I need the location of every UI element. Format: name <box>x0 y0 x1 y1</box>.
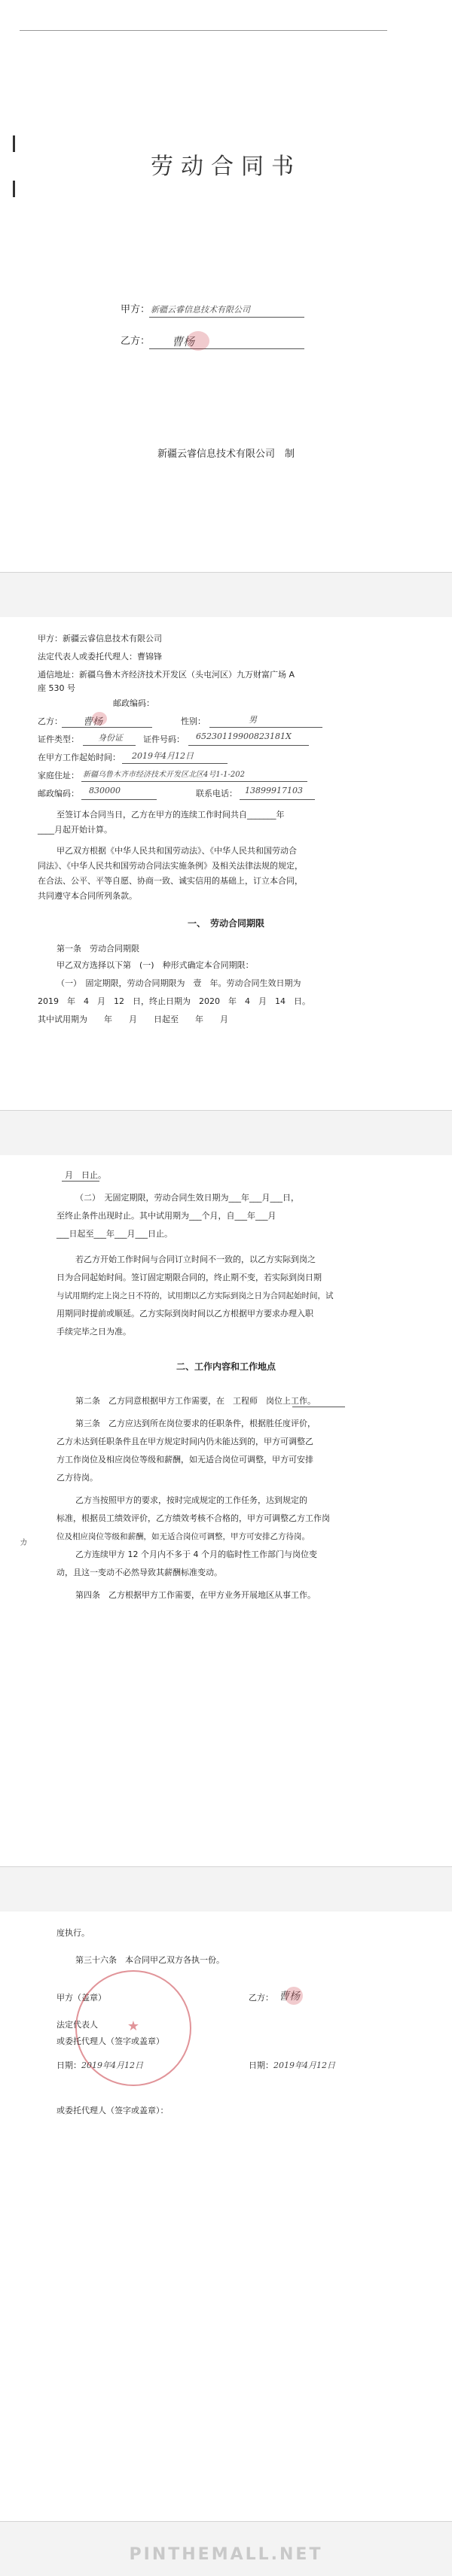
legal-rep-line <box>38 650 162 664</box>
fingerprint-mark <box>187 331 209 351</box>
gender-underline <box>209 727 322 728</box>
phone-label: 联系电话： <box>196 789 237 798</box>
article-3-line-2: 乙方未达到任职条件且在甲方规定时间内仍未能达到的，甲方可调整乙 <box>56 1437 313 1446</box>
address-value: 新疆乌鲁木齐经济技术开发区（头屯河区）九万财富广场 A <box>79 670 295 680</box>
article-3-line-3: 方工作岗位及相应岗位等级和薪酬，如无适合岗位可调整，甲方可安排 <box>56 1455 313 1464</box>
cover-page <box>0 0 452 572</box>
start-date-para-2: 日为合同起始时间。签订固定期限合同的，终止期不变，若实际到岗日期 <box>56 1273 322 1282</box>
id-type-underline <box>83 745 136 746</box>
address-line <box>38 668 295 682</box>
id-no-label: 证件号码： <box>143 734 185 744</box>
party-a-underline <box>149 317 304 318</box>
article-4: 第四条 乙方根据甲方工作需要，在甲方业务开展地区从事工作。 <box>75 1590 316 1600</box>
preamble-line-2: 同法》、《中华人民共和国劳动合同法实施条例》及相关法律法规的规定， <box>38 861 303 871</box>
start-date-para-3: 与试用期约定上岗之日不符的，试用期以乙方实际到岗之日为合同起始时间，试 <box>56 1291 334 1300</box>
article-36: 第三十六条 本合同甲乙双方各执一份。 <box>75 1955 224 1965</box>
date-a-value: 2019年4月12日 <box>81 2060 143 2070</box>
start-date-para-4: 用期同时提前或顺延。乙方实际到岗时间以乙方根据甲方要求办理入职 <box>56 1309 313 1318</box>
party-a-label: 甲方： <box>38 634 63 643</box>
id-type-value: 身份证 <box>98 733 123 743</box>
probation-end: 月 日止。 <box>56 1170 106 1180</box>
probation-end-underline <box>62 1181 99 1182</box>
open-ended-line-2: 至终止条件出现时止。其中试用期为___个月，自___年___月 <box>56 1211 276 1221</box>
postcode-label: 邮政编码： <box>113 698 154 708</box>
seal-star-icon: ★ <box>127 2018 140 2034</box>
address-line-2: 座 530 号 <box>38 683 75 693</box>
article-1-dates: 2019 年 4 月 12 日，终止日期为 2020 年 4 月 14 日。 <box>38 996 310 1006</box>
article-1-fixed: （一） 固定期限，劳动合同期限为 壹 年。劳动合同生效日期为 <box>56 978 301 988</box>
party-b-underline <box>62 727 152 728</box>
article-2: 第二条 乙方同意根据甲方工作需要，在 工程师 岗位上工作。 <box>75 1396 316 1406</box>
party-b-signature: 曹杨 <box>279 1991 300 2003</box>
start-date-para-5: 手续完毕之日为准。 <box>56 1327 131 1337</box>
party-b-label: 乙方： <box>38 716 63 726</box>
start-date-para-1: 若乙方开始工作时间与合同订立时间不一致的，以乙方实际到岗之 <box>75 1255 316 1264</box>
home-underline <box>81 781 307 782</box>
continued-text: 度执行。 <box>56 1928 90 1938</box>
article-3-line-8: 乙方连续甲方 12 个月内不多于 4 个月的临时性工作部门与岗位变 <box>75 1550 317 1559</box>
article-3-line-5: 乙方当按照甲方的要求，按时完成规定的工作任务，达到规定的 <box>75 1495 307 1505</box>
article-3-line-1: 第三条 乙方应达到所在岗位要求的任职条件，根据胜任度评价， <box>75 1419 316 1428</box>
article-1-line: 甲乙双方选择以下第 (一) 种形式确定本合同期限： <box>56 960 254 970</box>
legal-rep-label: 法定代表人 <box>56 2020 98 2030</box>
id-no-underline <box>188 745 309 746</box>
article-3-line-7: 位及相应岗位等级和薪酬，如无适合岗位可调整，甲方可安排乙方待岗。 <box>56 1532 310 1541</box>
start-value: 2019年4月12日 <box>132 751 194 761</box>
party-a-value: 新疆云睿信息技术有限公司 <box>151 305 250 315</box>
open-ended-line-3: ___日起至___年___月___日止。 <box>56 1229 173 1239</box>
home-value: 新疆乌鲁木齐市经济技术开发区北区4号1-1-202 <box>83 771 245 779</box>
party-a-sign-label: 甲方（盖章） <box>56 1993 106 2003</box>
section-2-heading: 二、工作内容和工作地点 <box>176 1361 276 1372</box>
date-a <box>56 2059 143 2073</box>
page-title: 劳动合同书 <box>151 154 301 180</box>
legal-rep-label: 法定代表人或委托代理人： <box>38 652 137 661</box>
party-a-value: 新疆云睿信息技术有限公司 <box>63 634 162 643</box>
watermark: PINTHEMALL.NET <box>129 2545 323 2564</box>
postcode2-label: 邮政编码： <box>38 789 79 798</box>
id-type-label: 证件类型： <box>38 734 79 744</box>
postcode2-underline <box>81 799 157 800</box>
phone-underline <box>240 799 315 800</box>
preamble-line-4: 共同遵守本合同所列条款。 <box>38 891 137 901</box>
preamble-line-1: 甲乙双方根据《中华人民共和国劳动法》、《中华人民共和国劳动合 <box>56 846 297 856</box>
contract-page-2 <box>0 617 452 1110</box>
contract-page-3 <box>0 1155 452 1866</box>
fingerprint-mark <box>285 1987 303 2005</box>
legal-rep-value: 曹锦锋 <box>137 652 162 661</box>
preamble-line-3: 在合法、公平、平等自愿、协商一致、诚实信用的基础上，订立本合同， <box>38 876 303 886</box>
date-b-label: 日期： <box>249 2060 273 2070</box>
party-b-label: 乙方： <box>121 336 151 347</box>
scan-mark <box>13 181 15 197</box>
section-1-heading: 一、 劳动合同期限 <box>187 918 264 929</box>
gender-label: 性别： <box>181 716 206 726</box>
continuous-service-text-2: ____月起开始计算。 <box>38 825 112 835</box>
agent-label: 或委托代理人（签字或盖章） <box>56 2036 164 2046</box>
page-gap <box>0 572 452 618</box>
postcode2-value: 830000 <box>89 786 121 795</box>
fingerprint-mark <box>92 712 107 725</box>
article-3-line-4: 乙方待岗。 <box>56 1473 98 1483</box>
start-underline <box>122 763 228 764</box>
party-b-value: 曹杨 <box>172 335 195 348</box>
date-b-value: 2019年4月12日 <box>273 2060 335 2070</box>
gender-value: 男 <box>249 715 257 725</box>
article-3-line-6: 标准，根据员工绩效评价，乙方绩效考核不合格的，甲方可调整乙方工作岗 <box>56 1513 330 1523</box>
open-ended-line-1: （二） 无固定期限，劳动合同生效日期为___年___月___日， <box>75 1193 299 1203</box>
contract-page-4 <box>0 1911 452 2521</box>
date-a-label: 日期： <box>56 2060 81 2070</box>
party-a-line <box>38 632 162 646</box>
page-gap <box>0 1866 452 1912</box>
address-label: 通信地址： <box>38 670 79 680</box>
party-b-value: 曹杨 <box>83 716 103 728</box>
top-rule <box>20 30 387 31</box>
continuous-service-text: 至签订本合同当日，乙方在甲方的连续工作时间共自_______年 <box>56 810 285 820</box>
phone-value: 13899917103 <box>245 786 303 795</box>
article-1-title: 第一条 劳动合同期限 <box>56 944 139 953</box>
article-3-line-9: 动，且这一变动不必然导致其薪酬标准变动。 <box>56 1568 222 1577</box>
page-gap <box>0 1110 452 1156</box>
party-b-underline <box>149 348 304 349</box>
id-no-value: 65230119900823181X <box>196 731 292 741</box>
agent-label-2: 或委托代理人（签字或盖章）： <box>56 2106 169 2115</box>
party-b-sign-label: 乙方： <box>249 1993 273 2003</box>
margin-mark: カ <box>20 1537 28 1547</box>
party-a-label: 甲方： <box>121 304 151 315</box>
start-label: 在甲方工作起始时间： <box>38 753 121 762</box>
home-label: 家庭住址： <box>38 771 79 780</box>
issuer-line: 新疆云睿信息技术有限公司 制 <box>157 449 295 460</box>
article-1-probation: 其中试用期为 年 月 日起至 年 月 <box>38 1014 228 1024</box>
date-b <box>249 2059 335 2073</box>
